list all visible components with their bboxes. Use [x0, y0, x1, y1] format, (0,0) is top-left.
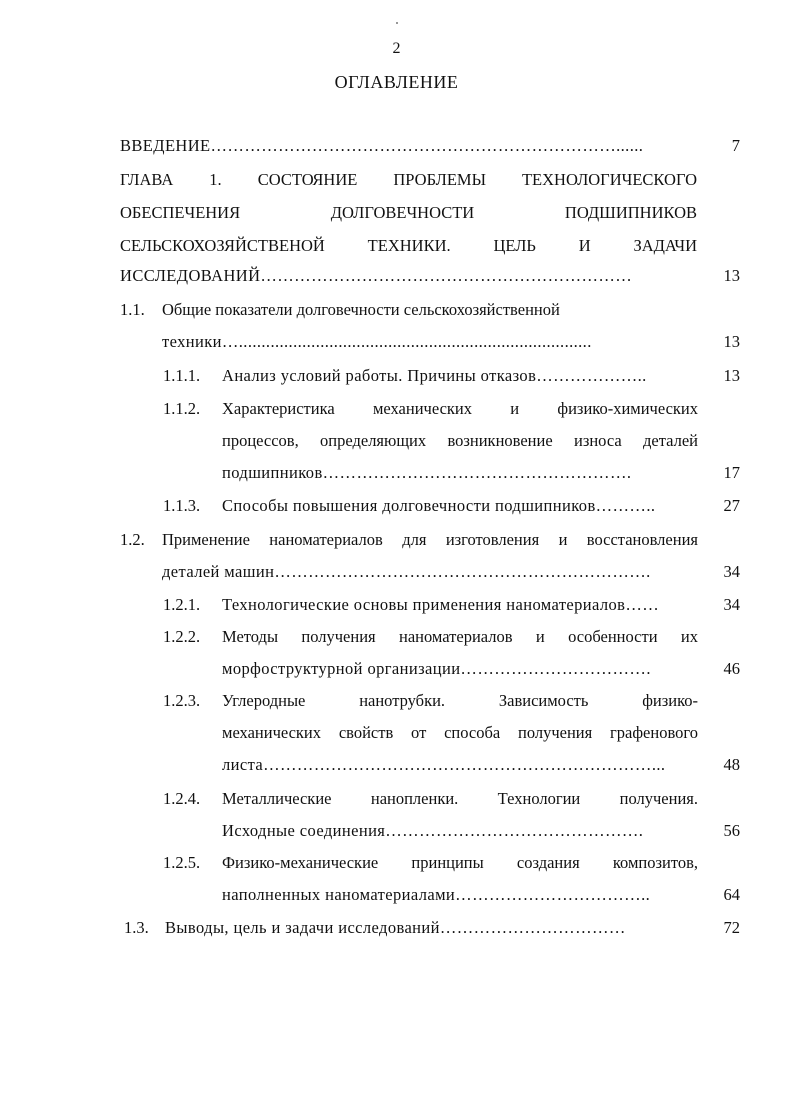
toc-page-1-3: 72: [723, 918, 740, 937]
toc-entry-1-2-1[interactable]: Технологические основы применения наноматериалов……: [222, 595, 660, 614]
scan-speck: [396, 22, 398, 24]
toc-entry-1-2-4-line2: Исходные соединения……………………………………….: [222, 821, 644, 840]
toc-page-1-1: 13: [723, 332, 740, 351]
toc-page-chapter1: 13: [723, 266, 740, 285]
toc-page-1-1-2: 17: [723, 463, 740, 482]
toc-entry-1-2-2-line1[interactable]: Методы получения наноматериалов и особенности их: [222, 627, 698, 646]
toc-page-1-1-1: 13: [723, 366, 740, 385]
toc-entry-intro[interactable]: ВВЕДЕНИЕ………………………………………………………………......: [120, 136, 644, 155]
toc-page-1-2-3: 48: [723, 755, 740, 774]
toc-num-1-2: 1.2.: [120, 530, 145, 549]
toc-entry-1-1-2-line3: подшипников……………………………………………….: [222, 463, 632, 482]
toc-entry-1-1-3[interactable]: Способы повышения долговечности подшипников………..: [222, 496, 656, 515]
toc-entry-1-1-line2: техники…..............................................................................: [162, 332, 592, 351]
toc-entry-1-2-line1[interactable]: Применение наноматериалов для изготовления и восстановления: [162, 530, 698, 549]
toc-num-1-1-3: 1.1.3.: [163, 496, 201, 515]
toc-num-1-2-4: 1.2.4.: [163, 789, 201, 808]
toc-entry-1-2-line2: деталей машин………………………………………………………….: [162, 562, 651, 581]
toc-entry-1-2-2-line2: морфоструктурной организации…………………………….: [222, 659, 651, 678]
toc-page-1-2-4: 56: [723, 821, 740, 840]
toc-num-1-2-2: 1.2.2.: [163, 627, 201, 646]
toc-entry-chapter1-line1[interactable]: ГЛАВА 1. СОСТОЯНИЕ ПРОБЛЕМЫ ТЕХНОЛОГИЧЕСКОГО: [120, 170, 697, 189]
toc-entry-1-3[interactable]: Выводы, цель и задачи исследований……………………………: [165, 918, 626, 937]
toc-page-1-2-2: 46: [723, 659, 740, 678]
toc-num-1-2-5: 1.2.5.: [163, 853, 201, 872]
toc-num-1-3: 1.3.: [124, 918, 149, 937]
toc-entry-1-1-2-line2: процессов, определяющих возникновение износа деталей: [222, 431, 698, 450]
toc-entry-1-1-2-line1[interactable]: Характеристика механических и физико-химических: [222, 399, 698, 418]
toc-entry-chapter1-line2: ОБЕСПЕЧЕНИЯ ДОЛГОВЕЧНОСТИ ПОДШИПНИКОВ: [120, 203, 697, 222]
toc-entry-1-1-line1[interactable]: Общие показатели долговечности сельскохозяйственной: [162, 300, 560, 319]
toc-entry-chapter1-line3: СЕЛЬСКОХОЗЯЙСТВЕНОЙ ТЕХНИКИ. ЦЕЛЬ И ЗАДАЧИ: [120, 236, 697, 255]
toc-entry-1-2-3-line3: листа……………………………………………………………...: [222, 755, 666, 774]
toc-entry-1-2-3-line1[interactable]: Углеродные нанотрубки. Зависимость физико-: [222, 691, 698, 710]
toc-entry-1-2-4-line1[interactable]: Металлические нанопленки. Технологии получения.: [222, 789, 698, 808]
toc-page-1-2-5: 64: [723, 885, 740, 904]
toc-entry-1-1-1[interactable]: Анализ условий работы. Причины отказов………………..: [222, 366, 647, 385]
toc-title: ОГЛАВЛЕНИЕ: [334, 72, 459, 92]
page-number: 2: [392, 40, 401, 57]
toc-entry-1-2-3-line2: механических свойств от способа получения графенового: [222, 723, 698, 742]
toc-num-1-1-1: 1.1.1.: [163, 366, 201, 385]
toc-num-1-2-3: 1.2.3.: [163, 691, 201, 710]
toc-num-1-2-1: 1.2.1.: [163, 595, 201, 614]
toc-num-1-1-2: 1.1.2.: [163, 399, 201, 418]
toc-entry-chapter1-line4: ИССЛЕДОВАНИЙ…………………………………………………………: [120, 266, 633, 285]
toc-entry-1-2-5-line2: наполненных наноматериалами……………………………..: [222, 885, 651, 904]
toc-page-1-2-1: 34: [723, 595, 740, 614]
toc-entry-1-2-5-line1[interactable]: Физико-механические принципы создания композитов,: [222, 853, 698, 872]
toc-page-1-1-3: 27: [723, 496, 740, 515]
toc-page-1-2: 34: [723, 562, 740, 581]
toc-num-1-1: 1.1.: [120, 300, 145, 319]
toc-page-intro: 7: [731, 136, 740, 155]
